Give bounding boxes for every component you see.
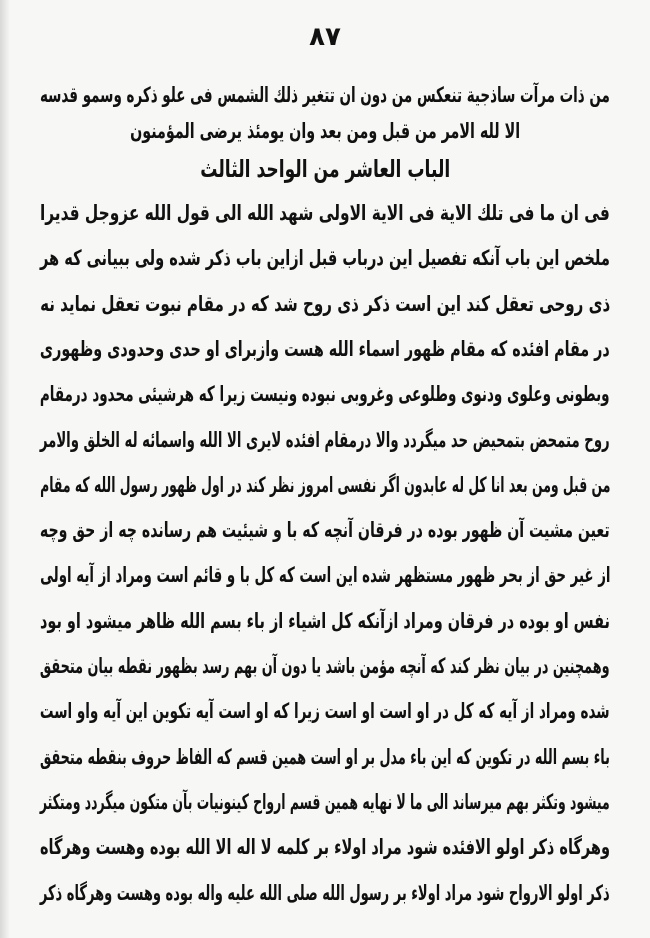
text-line: از غیر حق از بحر ظهور مستظهر شده این است که کل با و قائم است ومراد از آیه اولی <box>39 563 610 588</box>
text-line: ذی روحی تعقل کند این است ذکر ذی روح شد که در مقام نبوت تعقل نماید نه <box>39 291 610 316</box>
text-line: نفس او بوده در فرقان ومراد ازآنکه کل اشیاء از باء بسم الله ظاهر میشود او بود <box>40 608 610 633</box>
text-line: وهمچنین در بیان نظر کند که آنچه مؤمن باشد یا دون آن بهم رسد بظهور نقطه بیان متحقق <box>40 654 610 678</box>
text-line: شده ومراد از آیه که کل در او است او است زیرا که او است آیه تکوین این آیه واو است <box>40 699 610 724</box>
page-number: ٨٧ <box>309 22 341 52</box>
text-line: ملخص این باب آنکه تفصیل این درباب قبل ازاین باب ذکر شده ولی ببیانی که هر <box>40 246 610 271</box>
text-line: ذکر اولو الارواح شود مراد اولاء بر رسول الله صلی الله علیه واله بوده وهست وهرگاه ذکر <box>40 880 610 905</box>
heading-line: من ذات مرآت ساذجية تنعكس من دون ان تتغير ذلك الشمس فى علو ذكره وسمو قدسه <box>40 83 610 107</box>
text-line: وهرگاه ذکر اولو الافئده شود مراد اولاء بر کلمه لا اله الا الله بوده وهست وهرگاه <box>40 835 610 860</box>
text-line: تعین مشیت آن ظهور بوده در فرقان آنچه که با و شیئیت هم رسانده چه از حق وچه <box>40 518 610 543</box>
text-line: باء بسم الله در تکوین که این باء مدل بر او است همین قسم که الفاظ حروف بنقطه متحقق <box>40 744 610 769</box>
chapter-title: الباب العاشر من الواحد الثالث <box>199 155 450 183</box>
text-line: میشود وتکثر بهم میرساند الی ما لا نهایه همین قسم ارواح کینونیات بآن متکون میگردد ومتکثر <box>40 789 610 814</box>
heading-line: الا لله الامر من قبل ومن بعد وان يومئذ يرضى المؤمنون <box>130 119 520 143</box>
text-line: فى ان ما فى تلك الاية فى الاية الاولى شهد الله الى قول الله عزوجل قديرا <box>40 201 610 225</box>
text-line: در مقام افئده که مقام ظهور اسماء الله هست وازبرای او حدی وحدودی وظهوری <box>40 336 610 361</box>
text-line: وبطونی وعلوی ودنوی وطلوعی وغروبی نبوده ونیست زیرا که هرشیئی محدود درمقام <box>40 382 610 407</box>
text-line: روح متمحض بتمحیض حد میگردد والا درمقام افئده لایری الا الله واسمائه له الخلق والامر <box>40 427 610 452</box>
text-line: من قبل ومن بعد انا کل له عابدون اگر نفسی امروز نظر کند در اول ظهور رسول الله که مقام <box>39 472 610 497</box>
